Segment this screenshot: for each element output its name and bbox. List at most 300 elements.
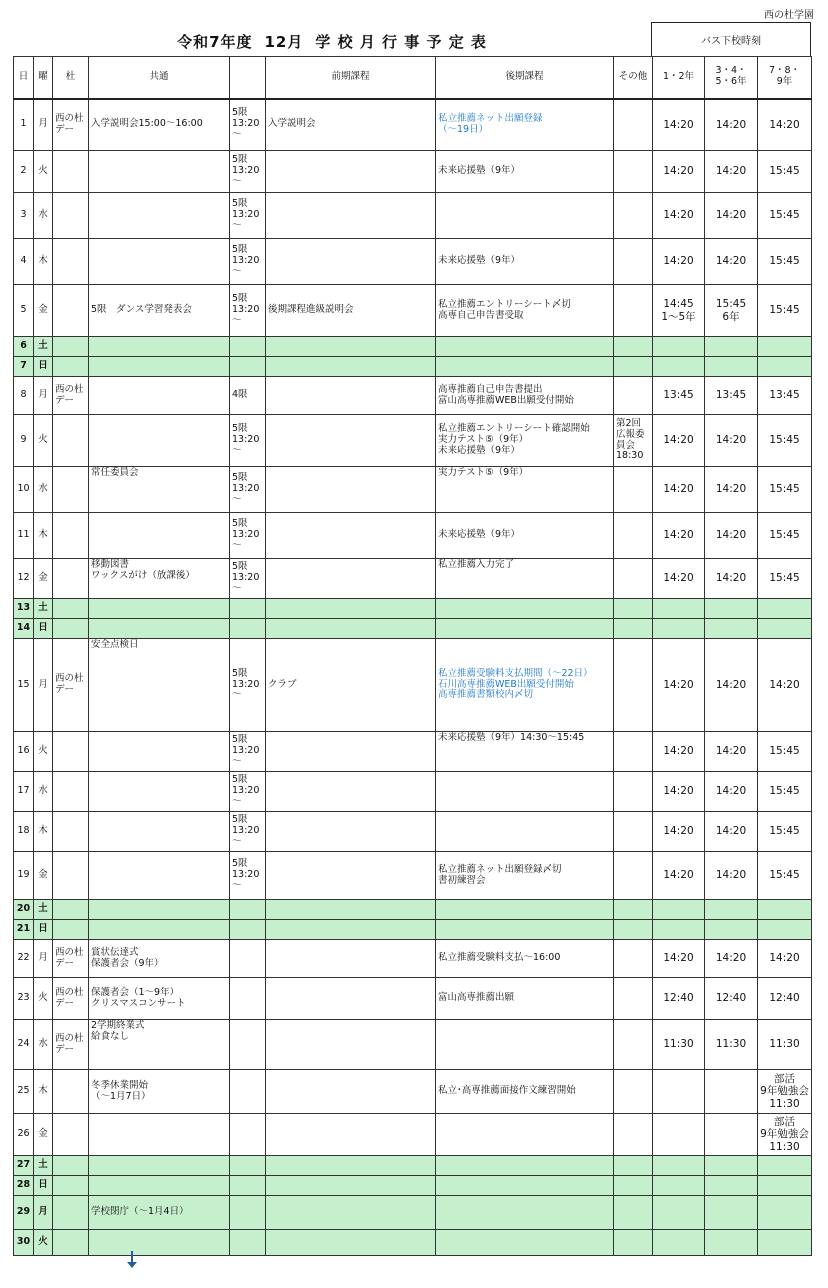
bus-time-grade-3-6: 14:20 — [705, 99, 758, 151]
bus-time-grade-3-6 — [705, 1196, 758, 1230]
other-cell — [614, 619, 653, 639]
first-phase-cell — [266, 852, 436, 900]
day-cell: 14 — [14, 619, 34, 639]
weekday-cell: 土 — [34, 1156, 53, 1176]
bus-time-grade-7-9 — [758, 599, 812, 619]
nishinomori-day-cell — [53, 852, 89, 900]
latter-phase-cell — [436, 599, 614, 619]
first-phase-cell: 後期課程進級説明会 — [266, 285, 436, 337]
bus-time-grade-7-9 — [758, 900, 812, 920]
common-event-cell: 賞状伝達式 保護者会（9年） — [89, 940, 230, 978]
nishinomori-day-cell — [53, 467, 89, 513]
bus-time-grade-1-2 — [653, 1156, 705, 1176]
day-cell: 4 — [14, 239, 34, 285]
period-time-cell: 5限 13:20 ～ — [230, 193, 266, 239]
period-time-cell: 4限 — [230, 377, 266, 415]
common-event-cell: 学校閉庁（～1月4日） — [89, 1196, 230, 1230]
schedule-row — [14, 920, 812, 940]
other-cell — [614, 1230, 653, 1256]
first-phase-cell — [266, 900, 436, 920]
first-phase-cell — [266, 1020, 436, 1070]
bus-time-grade-3-6 — [705, 900, 758, 920]
latter-phase-cell — [436, 772, 614, 812]
latter-phase-cell — [436, 357, 614, 377]
schedule-row — [14, 900, 812, 920]
common-event-cell — [89, 619, 230, 639]
bus-time-grade-1-2: 14:20 — [653, 99, 705, 151]
bus-time-grade-7-9 — [758, 1176, 812, 1196]
col-weekday: 曜 — [34, 57, 53, 99]
period-time-cell — [230, 920, 266, 940]
bus-time-grade-1-2: 14:20 — [653, 559, 705, 599]
first-phase-cell — [266, 467, 436, 513]
latter-phase-cell — [436, 619, 614, 639]
nishinomori-day-cell — [53, 193, 89, 239]
nishinomori-day-cell: 西の杜 デー — [53, 639, 89, 732]
first-phase-cell — [266, 239, 436, 285]
common-event-cell — [89, 1176, 230, 1196]
day-cell: 6 — [14, 337, 34, 357]
common-event-cell — [89, 732, 230, 772]
bus-time-grade-3-6: 14:20 — [705, 639, 758, 732]
day-cell: 12 — [14, 559, 34, 599]
weekday-cell: 金 — [34, 1114, 53, 1156]
weekday-cell: 土 — [34, 337, 53, 357]
nishinomori-day-cell — [53, 337, 89, 357]
nishinomori-day-cell — [53, 357, 89, 377]
bus-time-grade-1-2: 14:20 — [653, 732, 705, 772]
common-event-cell — [89, 1230, 230, 1256]
common-event-cell: 冬季休業開始 （～1月7日） — [89, 1070, 230, 1114]
weekday-cell: 日 — [34, 1176, 53, 1196]
weekday-cell: 月 — [34, 99, 53, 151]
latter-phase-cell: 私立推薦受験料支払～16:00 — [436, 940, 614, 978]
day-cell: 11 — [14, 513, 34, 559]
nishinomori-day-cell — [53, 812, 89, 852]
common-event-cell — [89, 900, 230, 920]
bus-time-grade-1-2 — [653, 1176, 705, 1196]
schedule-row — [14, 1196, 812, 1230]
schedule-row — [14, 1114, 812, 1156]
period-time-cell — [230, 1176, 266, 1196]
bus-time-grade-1-2 — [653, 357, 705, 377]
title-label: 学 校 月 行 事 予 定 表 — [315, 32, 487, 51]
day-cell: 29 — [14, 1196, 34, 1230]
bus-time-grade-7-9: 15:45 — [758, 772, 812, 812]
nishinomori-day-cell: 西の杜 デー — [53, 940, 89, 978]
weekday-cell: 土 — [34, 599, 53, 619]
first-phase-cell — [266, 1230, 436, 1256]
first-phase-cell — [266, 772, 436, 812]
first-phase-cell — [266, 151, 436, 193]
first-phase-cell — [266, 1176, 436, 1196]
latter-phase-cell: 私立推薦入力完了 — [436, 559, 614, 599]
other-cell — [614, 900, 653, 920]
other-cell — [614, 99, 653, 151]
weekday-cell: 火 — [34, 151, 53, 193]
period-time-cell — [230, 599, 266, 619]
nishinomori-day-cell — [53, 1070, 89, 1114]
other-cell — [614, 852, 653, 900]
schedule-row — [14, 1176, 812, 1196]
bus-time-grade-3-6: 14:20 — [705, 559, 758, 599]
weekday-cell: 日 — [34, 920, 53, 940]
bus-time-grade-3-6: 14:20 — [705, 812, 758, 852]
bus-time-grade-3-6: 14:20 — [705, 940, 758, 978]
col-common: 共通 — [89, 57, 230, 99]
day-cell: 3 — [14, 193, 34, 239]
other-cell — [614, 1196, 653, 1230]
other-cell — [614, 1070, 653, 1114]
schedule-row — [14, 467, 812, 513]
latter-phase-cell: 富山高専推薦出願 — [436, 978, 614, 1020]
nishinomori-day-cell: 西の杜 デー — [53, 978, 89, 1020]
latter-phase-cell: 未来応援塾（9年） — [436, 239, 614, 285]
other-cell — [614, 337, 653, 357]
nishinomori-day-cell: 西の杜 デー — [53, 1020, 89, 1070]
schedule-row — [14, 559, 812, 599]
schedule-row — [14, 940, 812, 978]
bus-time-grade-7-9: 12:40 — [758, 978, 812, 1020]
nishinomori-day-cell — [53, 239, 89, 285]
bus-time-grade-1-2 — [653, 599, 705, 619]
day-cell: 7 — [14, 357, 34, 377]
common-event-cell — [89, 377, 230, 415]
bus-time-grade-1-2 — [653, 900, 705, 920]
bus-time-grade-7-9: 14:20 — [758, 99, 812, 151]
day-cell: 21 — [14, 920, 34, 940]
bus-time-grade-3-6 — [705, 920, 758, 940]
bus-time-grade-3-6: 14:20 — [705, 239, 758, 285]
first-phase-cell — [266, 812, 436, 852]
bus-time-grade-1-2: 14:20 — [653, 415, 705, 467]
first-phase-cell — [266, 513, 436, 559]
latter-phase-cell — [436, 337, 614, 357]
weekday-cell: 金 — [34, 852, 53, 900]
schedule-row — [14, 812, 812, 852]
bus-time-grade-1-2 — [653, 1230, 705, 1256]
schedule-row — [14, 1070, 812, 1114]
schedule-row — [14, 377, 812, 415]
day-cell: 16 — [14, 732, 34, 772]
bus-time-grade-1-2: 13:45 — [653, 377, 705, 415]
schedule-row — [14, 1020, 812, 1070]
bus-time-grade-7-9: 部活 9年勉強会 11:30 — [758, 1114, 812, 1156]
col-bus-grade-3-6: 3・4・ 5・6年 — [705, 57, 758, 99]
col-first-phase: 前期課程 — [266, 57, 436, 99]
first-phase-cell — [266, 415, 436, 467]
common-event-cell: 2学期終業式 給食なし — [89, 1020, 230, 1070]
bus-time-grade-3-6: 14:20 — [705, 415, 758, 467]
common-event-cell — [89, 357, 230, 377]
common-event-cell — [89, 415, 230, 467]
header-row — [14, 57, 812, 99]
col-other: その他 — [614, 57, 653, 99]
school-name: 西の杜学園 — [764, 10, 814, 21]
other-cell — [614, 559, 653, 599]
other-cell — [614, 513, 653, 559]
period-time-cell: 5限 13:20 ～ — [230, 732, 266, 772]
day-cell: 19 — [14, 852, 34, 900]
period-time-cell: 5限 13:20 ～ — [230, 239, 266, 285]
weekday-cell: 水 — [34, 772, 53, 812]
bus-time-grade-1-2: 14:20 — [653, 513, 705, 559]
day-cell: 26 — [14, 1114, 34, 1156]
bus-time-grade-3-6: 14:20 — [705, 732, 758, 772]
page-title — [13, 22, 651, 60]
bus-time-grade-1-2: 14:20 — [653, 772, 705, 812]
latter-phase-cell: 未来応援塾（9年） — [436, 513, 614, 559]
day-cell: 30 — [14, 1230, 34, 1256]
other-cell — [614, 920, 653, 940]
col-bus-grade-1-2: 1・2年 — [653, 57, 705, 99]
nishinomori-day-cell — [53, 920, 89, 940]
schedule-row — [14, 732, 812, 772]
bus-dismissal-header: バス下校時刻 — [651, 22, 811, 56]
period-time-cell — [230, 337, 266, 357]
nishinomori-day-cell — [53, 415, 89, 467]
first-phase-cell — [266, 1196, 436, 1230]
latter-phase-cell: 未来応援塾（9年） — [436, 151, 614, 193]
bus-time-grade-3-6 — [705, 1070, 758, 1114]
title-era: 令和7年度 — [177, 32, 253, 51]
period-time-cell — [230, 1070, 266, 1114]
first-phase-cell — [266, 599, 436, 619]
bus-time-grade-3-6: 11:30 — [705, 1020, 758, 1070]
other-cell — [614, 193, 653, 239]
common-event-cell — [89, 812, 230, 852]
other-cell — [614, 1156, 653, 1176]
bus-time-grade-1-2 — [653, 1114, 705, 1156]
bus-time-grade-1-2: 14:20 — [653, 639, 705, 732]
col-bus-grade-7-9: 7・8・ 9年 — [758, 57, 812, 99]
period-time-cell — [230, 978, 266, 1020]
latter-phase-cell: 私立･高専推薦面接作文練習開始 — [436, 1070, 614, 1114]
common-event-cell: 移動図書 ワックスがけ（放課後） — [89, 559, 230, 599]
schedule-row — [14, 415, 812, 467]
bus-time-grade-3-6 — [705, 1230, 758, 1256]
weekday-cell: 木 — [34, 1070, 53, 1114]
day-cell: 15 — [14, 639, 34, 732]
bus-time-grade-7-9: 15:45 — [758, 285, 812, 337]
nishinomori-day-cell — [53, 1156, 89, 1176]
period-time-cell — [230, 1230, 266, 1256]
latter-phase-cell — [436, 812, 614, 852]
bus-time-grade-3-6: 14:20 — [705, 151, 758, 193]
first-phase-cell — [266, 1114, 436, 1156]
weekday-cell: 月 — [34, 1196, 53, 1230]
weekday-cell: 日 — [34, 619, 53, 639]
other-cell — [614, 357, 653, 377]
day-cell: 10 — [14, 467, 34, 513]
other-cell — [614, 978, 653, 1020]
col-latter-phase: 後期課程 — [436, 57, 614, 99]
col-nishinomori: 杜 — [53, 57, 89, 99]
nishinomori-day-cell — [53, 772, 89, 812]
first-phase-cell — [266, 920, 436, 940]
latter-phase-cell: 実力テスト⑤（9年） — [436, 467, 614, 513]
nishinomori-day-cell — [53, 285, 89, 337]
nishinomori-day-cell — [53, 151, 89, 193]
period-time-cell — [230, 357, 266, 377]
other-cell — [614, 639, 653, 732]
bus-time-grade-3-6 — [705, 1114, 758, 1156]
bus-time-grade-7-9 — [758, 619, 812, 639]
bus-time-grade-1-2: 11:30 — [653, 1020, 705, 1070]
day-cell: 5 — [14, 285, 34, 337]
schedule-row — [14, 337, 812, 357]
bus-time-grade-3-6 — [705, 337, 758, 357]
period-time-cell — [230, 1020, 266, 1070]
common-event-cell — [89, 337, 230, 357]
period-time-cell: 5限 13:20 ～ — [230, 772, 266, 812]
bus-time-grade-1-2 — [653, 1070, 705, 1114]
common-event-cell — [89, 772, 230, 812]
latter-phase-cell: 未来応援塾（9年）14:30～15:45 — [436, 732, 614, 772]
common-event-cell — [89, 1156, 230, 1176]
bus-time-grade-3-6 — [705, 357, 758, 377]
bus-time-grade-3-6: 13:45 — [705, 377, 758, 415]
period-time-cell — [230, 940, 266, 978]
latter-phase-cell — [436, 900, 614, 920]
other-cell — [614, 599, 653, 619]
weekday-cell: 火 — [34, 1230, 53, 1256]
other-cell — [614, 467, 653, 513]
schedule-row — [14, 619, 812, 639]
title-month: 12月 — [264, 32, 304, 51]
other-cell — [614, 1020, 653, 1070]
bus-time-grade-1-2: 14:20 — [653, 812, 705, 852]
common-event-cell: 安全点検日 — [89, 639, 230, 732]
day-cell: 28 — [14, 1176, 34, 1196]
nishinomori-day-cell: 西の杜 デー — [53, 377, 89, 415]
period-time-cell: 5限 13:20 ～ — [230, 812, 266, 852]
day-cell: 25 — [14, 1070, 34, 1114]
first-phase-cell — [266, 559, 436, 599]
schedule-row — [14, 151, 812, 193]
latter-phase-cell — [436, 1230, 614, 1256]
day-cell: 17 — [14, 772, 34, 812]
schedule-row — [14, 285, 812, 337]
latter-phase-cell: 私立推薦ネット出願登録〆切 書初練習会 — [436, 852, 614, 900]
bus-time-grade-1-2 — [653, 920, 705, 940]
first-phase-cell — [266, 619, 436, 639]
bus-time-grade-7-9: 15:45 — [758, 732, 812, 772]
bus-time-grade-1-2: 14:20 — [653, 193, 705, 239]
weekday-cell: 水 — [34, 467, 53, 513]
latter-phase-cell — [436, 920, 614, 940]
bus-time-grade-1-2: 14:20 — [653, 940, 705, 978]
common-event-cell — [89, 151, 230, 193]
period-time-cell — [230, 1114, 266, 1156]
first-phase-cell — [266, 1070, 436, 1114]
col-day: 日 — [14, 57, 34, 99]
period-time-cell — [230, 1156, 266, 1176]
common-event-cell: 常任委員会 — [89, 467, 230, 513]
first-phase-cell — [266, 357, 436, 377]
other-cell — [614, 285, 653, 337]
other-cell — [614, 812, 653, 852]
bus-time-grade-7-9: 15:45 — [758, 151, 812, 193]
other-cell: 第2回 広報委 員会 18:30 — [614, 415, 653, 467]
bus-time-grade-7-9 — [758, 357, 812, 377]
first-phase-cell — [266, 193, 436, 239]
other-cell — [614, 151, 653, 193]
nishinomori-day-cell — [53, 619, 89, 639]
nishinomori-day-cell — [53, 732, 89, 772]
nishinomori-day-cell — [53, 559, 89, 599]
bus-time-grade-7-9: 15:45 — [758, 193, 812, 239]
schedule-row — [14, 639, 812, 732]
period-time-cell: 5限 13:20 ～ — [230, 415, 266, 467]
first-phase-cell — [266, 978, 436, 1020]
schedule-row — [14, 513, 812, 559]
bus-time-grade-7-9: 15:45 — [758, 852, 812, 900]
bus-time-grade-3-6: 12:40 — [705, 978, 758, 1020]
weekday-cell: 木 — [34, 513, 53, 559]
first-phase-cell: クラブ — [266, 639, 436, 732]
bus-time-grade-1-2 — [653, 619, 705, 639]
bus-time-grade-7-9: 13:45 — [758, 377, 812, 415]
other-cell — [614, 940, 653, 978]
period-time-cell: 5限 13:20 ～ — [230, 513, 266, 559]
bus-time-grade-7-9: 14:20 — [758, 940, 812, 978]
bus-time-grade-7-9 — [758, 1196, 812, 1230]
day-cell: 20 — [14, 900, 34, 920]
period-time-cell — [230, 619, 266, 639]
bus-time-grade-7-9: 部活 9年勉強会 11:30 — [758, 1070, 812, 1114]
first-phase-cell — [266, 732, 436, 772]
other-cell — [614, 1176, 653, 1196]
nishinomori-day-cell — [53, 1196, 89, 1230]
other-cell — [614, 377, 653, 415]
bus-time-grade-7-9 — [758, 337, 812, 357]
nishinomori-day-cell — [53, 1230, 89, 1256]
nishinomori-day-cell — [53, 513, 89, 559]
latter-phase-cell — [436, 1020, 614, 1070]
bus-time-grade-3-6: 14:20 — [705, 193, 758, 239]
bus-time-grade-1-2: 12:40 — [653, 978, 705, 1020]
common-event-cell — [89, 1114, 230, 1156]
latter-phase-cell: 高専推薦自己申告書提出 富山高専推薦WEB出願受付開始 — [436, 377, 614, 415]
nishinomori-day-cell — [53, 1114, 89, 1156]
other-cell — [614, 239, 653, 285]
bus-time-grade-1-2: 14:20 — [653, 467, 705, 513]
schedule-row — [14, 357, 812, 377]
nishinomori-day-cell: 西の杜 デー — [53, 99, 89, 151]
continuation-arrow-icon — [131, 1251, 133, 1264]
latter-phase-cell: 私立推薦エントリーシート確認開始 実力テスト⑤（9年） 未来応援塾（9年） — [436, 415, 614, 467]
day-cell: 9 — [14, 415, 34, 467]
schedule-row — [14, 772, 812, 812]
bus-time-grade-1-2: 14:20 — [653, 151, 705, 193]
latter-phase-cell — [436, 1176, 614, 1196]
period-time-cell: 5限 13:20 ～ — [230, 151, 266, 193]
first-phase-cell — [266, 940, 436, 978]
bus-time-grade-3-6: 14:20 — [705, 772, 758, 812]
first-phase-cell: 入学説明会 — [266, 99, 436, 151]
common-event-cell — [89, 599, 230, 619]
common-event-cell: 保護者会（1～9年） クリスマスコンサート — [89, 978, 230, 1020]
day-cell: 1 — [14, 99, 34, 151]
latter-phase-cell: 私立推薦受験料支払期間（～22日） 石川高専推薦WEB出願受付開始 高専推薦書類校内〆切 — [436, 639, 614, 732]
bus-time-grade-3-6 — [705, 1156, 758, 1176]
day-cell: 24 — [14, 1020, 34, 1070]
period-time-cell: 5限 13:20 ～ — [230, 852, 266, 900]
common-event-cell — [89, 513, 230, 559]
weekday-cell: 火 — [34, 732, 53, 772]
bus-time-grade-3-6 — [705, 599, 758, 619]
